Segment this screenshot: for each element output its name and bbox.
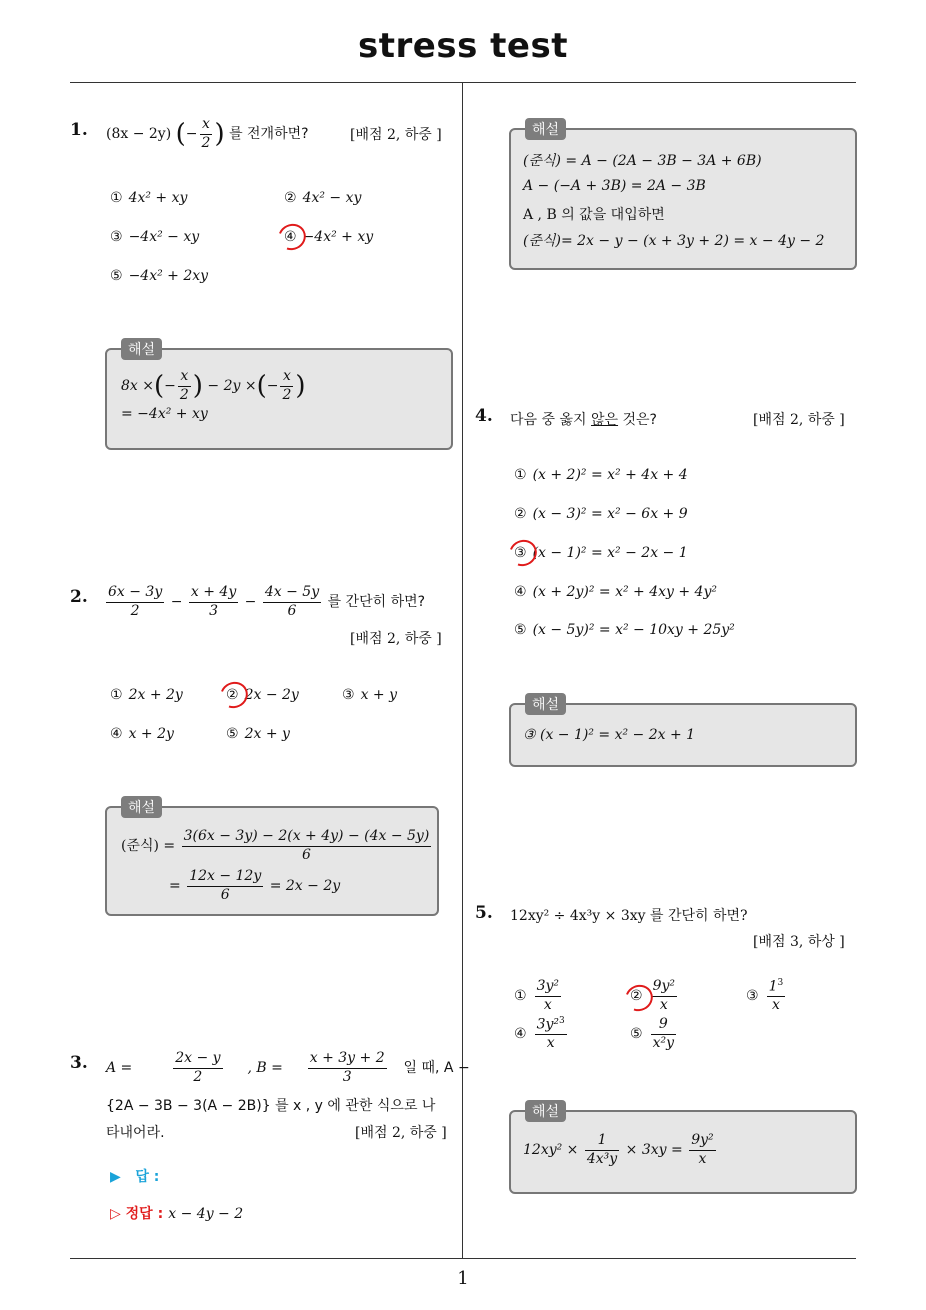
page-number: 1 bbox=[457, 1268, 469, 1289]
q4-stem: 다음 중 옳지 않은 것은? bbox=[510, 412, 657, 428]
q2-solution-line2: = $\frac{12x - 12y}{6}$ = 2x − 2y bbox=[169, 868, 341, 903]
q4-stem-underline: 않은 bbox=[590, 412, 619, 428]
q3-line3: 타내어라. bbox=[106, 1125, 165, 1141]
q3-solution-line1: (준식) = A − (2A − 3B − 3A + 6B) bbox=[523, 153, 762, 169]
q1-solution-line2: = −4x² + xy bbox=[121, 406, 208, 422]
q2-solution-box bbox=[105, 800, 439, 916]
q1-option-4[interactable]: ④ −4x² + xy bbox=[284, 229, 374, 245]
answer-arrow-icon: ▶ bbox=[110, 1169, 136, 1185]
q5-number: 5. bbox=[475, 903, 493, 923]
q3-correct-row: ▷ 정답 : x − 4y − 2 bbox=[110, 1206, 244, 1222]
q4-option-3[interactable]: ③ (x − 1)² = x² − 2x − 1 bbox=[514, 545, 688, 561]
q2-option-1[interactable]: ① 2x + 2y bbox=[110, 687, 183, 703]
q2-option-4[interactable]: ④ x + 2y bbox=[110, 726, 174, 742]
q4-solution-tag: 해설 bbox=[525, 693, 566, 715]
q4-meta: [배점 2, 하중 ] bbox=[753, 412, 845, 428]
q5-meta: [배점 3, 하상 ] bbox=[753, 934, 845, 950]
q4-option-4[interactable]: ④ (x + 2y)² = x² + 4xy + 4y² bbox=[514, 584, 717, 600]
q5-solution-line: 12xy² × $\frac{1}{\text{4x³y}}$ × 3xy = $\frac{\text{9y²}}{x}$ bbox=[523, 1132, 714, 1167]
q2-option-3[interactable]: ③ x + y bbox=[342, 687, 397, 703]
q2-solution-line1: (준식) = $\frac{3(6x - 3y) - 2(x + 4y) - (4x - 5y)}{6}$ bbox=[121, 828, 430, 863]
q3-line1: A = $\frac{2x - y}{2}$ , B = $\frac{x + 3y + 2}{3}$ 일 때, A − bbox=[106, 1050, 470, 1085]
q5-option-5[interactable]: ⑤ $\frac{9}{\text{x²y}}$ bbox=[630, 1016, 674, 1051]
q5-stem: 12xy² ÷ 4x³y × 3xy 를 간단히 하면? bbox=[510, 908, 748, 924]
q3-solution-line3: A , B 의 값을 대입하면 bbox=[523, 207, 665, 223]
q4-option-1[interactable]: ① (x + 2)² = x² + 4x + 4 bbox=[514, 467, 688, 483]
q3-solution-line4: (준식)= 2x − y − (x + 3y + 2) = x − 4y − 2 bbox=[523, 233, 825, 249]
q1-meta: [배점 2, 하중 ] bbox=[350, 127, 442, 143]
q4-number: 4. bbox=[475, 406, 493, 426]
q1-solution-line1: 8x ×(− $\frac{x}{2}$ ) − 2y ×(− $\frac{x}{2}$ ) bbox=[121, 368, 306, 403]
footer-rule bbox=[70, 1258, 856, 1259]
q2-option-5[interactable]: ⑤ 2x + y bbox=[226, 726, 290, 742]
q2-answer-mark bbox=[216, 677, 252, 712]
q5-option-4[interactable]: ④ $\frac{3y^2^3}{x}$ bbox=[514, 1016, 565, 1052]
q3-meta: [배점 2, 하중 ] bbox=[355, 1125, 447, 1141]
q4-solution-box bbox=[509, 697, 857, 767]
q3-number: 3. bbox=[70, 1053, 88, 1073]
q5-option-3[interactable]: ③ $\frac{1^3}{x}$ bbox=[746, 978, 784, 1014]
q4-option-5[interactable]: ⑤ (x − 5y)² = x² − 10xy + 25y² bbox=[514, 622, 735, 638]
q2-solution-tag: 해설 bbox=[121, 796, 162, 818]
q3-answer-row[interactable]: ▶ 답 : bbox=[110, 1169, 160, 1185]
q1-option-3[interactable]: ③ −4x² − xy bbox=[110, 229, 200, 245]
q1-stem: (8x − 2y) (− $\frac{x}{2}$ ) 를 전개하면? bbox=[106, 116, 309, 151]
q3-line2: {2A − 3B − 3(A − 2B)} 를 x , y 에 관한 식으로 나 bbox=[106, 1098, 436, 1114]
q2-stem: $\frac{6x - 3y}{2}$ − $\frac{x + 4y}{3}$ − $\frac{4x - 5y}{6}$ 를 간단히 하면? bbox=[108, 584, 426, 619]
q2-number: 2. bbox=[70, 587, 88, 607]
q3-solution-line2: A − (−A + 3B) = 2A − 3B bbox=[523, 178, 706, 194]
q5-solution-tag: 해설 bbox=[525, 1100, 566, 1122]
correct-arrow-icon: ▷ bbox=[110, 1206, 126, 1222]
q1-number: 1. bbox=[70, 120, 88, 140]
q1-solution-tag: 해설 bbox=[121, 338, 162, 360]
q1-option-2[interactable]: ② 4x² − xy bbox=[284, 190, 362, 206]
q5-option-2[interactable]: ② $\frac{\text{9y²}}{x}$ bbox=[630, 978, 675, 1013]
q1-stem-tail: 를 전개하면? bbox=[229, 126, 309, 142]
q1-answer-mark bbox=[274, 219, 310, 254]
q3-solution-tag: 해설 bbox=[525, 118, 566, 140]
q1-stem-lead: (8x − 2y) bbox=[106, 126, 172, 142]
q4-solution-line: ③ (x − 1)² = x² − 2x + 1 bbox=[523, 727, 696, 743]
q1-option-5[interactable]: ⑤ −4x² + 2xy bbox=[110, 268, 209, 284]
q4-answer-mark bbox=[505, 535, 541, 570]
q4-option-2[interactable]: ② (x − 3)² = x² − 6x + 9 bbox=[514, 506, 688, 522]
q2-option-2[interactable]: ② 2x − 2y bbox=[226, 687, 299, 703]
q5-solution-box bbox=[509, 1104, 857, 1194]
q3-solution-box bbox=[509, 122, 857, 270]
header-rule bbox=[70, 82, 856, 83]
q1-solution-box bbox=[105, 342, 453, 450]
q2-meta: [배점 2, 하중 ] bbox=[350, 631, 442, 647]
q5-option-1[interactable]: ① $\frac{\text{3y²}}{x}$ bbox=[514, 978, 559, 1013]
q1-stem-frac: $\frac{x}{2}$ bbox=[201, 116, 211, 151]
q1-option-1[interactable]: ① 4x² + xy bbox=[110, 190, 188, 206]
page-title: stress test bbox=[358, 26, 568, 66]
